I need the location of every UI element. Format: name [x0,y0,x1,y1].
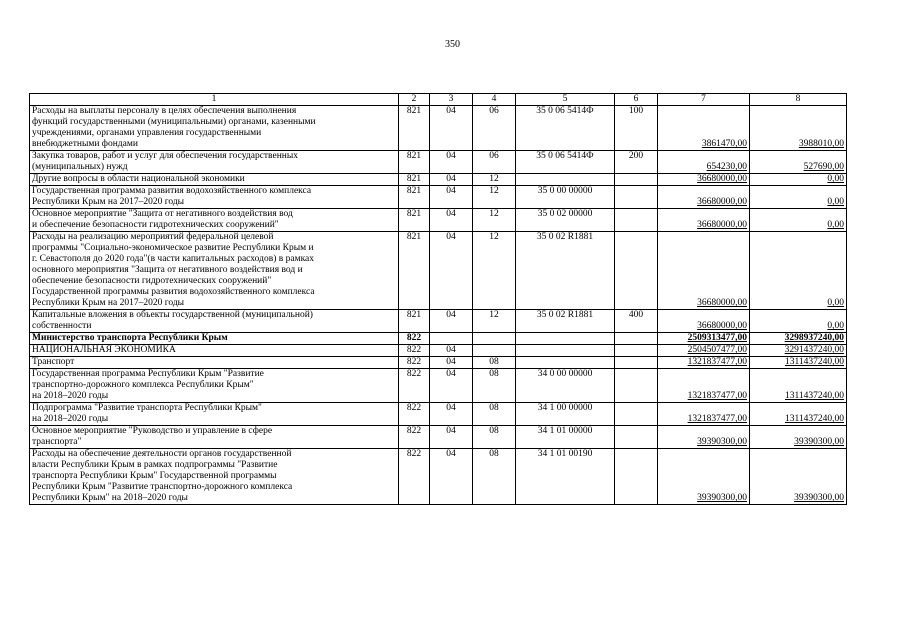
sum-year1-cell: 2504507477,00 [658,345,750,357]
expense-type-cell: 100 [615,106,658,151]
subsection-code-cell: 12 [473,209,516,232]
sum-year1-cell: 1321837477,00 [658,369,750,403]
admin-code-cell: 822 [399,403,430,426]
subsection-code-cell: 06 [473,151,516,174]
sum-year1-cell: 1321837477,00 [658,357,750,369]
table-row [30,174,847,186]
table-row [30,106,847,151]
sum-year2-cell: 527690,00 [750,151,847,174]
sum-year2-cell: 3298937240,00 [750,333,847,345]
section-code-cell: 04 [430,209,473,232]
sum-year2-cell: 1311437240,00 [750,369,847,403]
sum-year1-cell: 36680000,00 [658,174,750,186]
expense-type-cell [615,449,658,505]
expense-type-cell [615,357,658,369]
admin-code-cell: 821 [399,310,430,333]
section-code-cell: 04 [430,345,473,357]
subsection-code-cell: 12 [473,232,516,310]
row-name-cell: Основное мероприятие "Защита от негативного воздействия вод и обеспечение безопасности гидротехнических сооружений" [30,209,399,232]
subsection-code-cell: 12 [473,310,516,333]
expense-type-cell [615,369,658,403]
admin-code-cell: 821 [399,186,430,209]
table-row [30,345,847,357]
row-name-cell: Министерство транспорта Республики Крым [30,333,399,345]
sum-year2-cell: 39390300,00 [750,426,847,449]
row-name-cell: Подпрограмма "Развитие транспорта Республики Крым" на 2018–2020 годы [30,403,399,426]
subsection-code-cell: 06 [473,106,516,151]
subsection-code-cell: 08 [473,369,516,403]
sum-year2-cell: 0,00 [750,310,847,333]
subsection-code-cell: 08 [473,403,516,426]
target-article-cell: 35 0 02 00000 [516,209,615,232]
section-code-cell: 04 [430,403,473,426]
target-article-cell: 35 0 00 00000 [516,186,615,209]
header-cell: 1 [30,94,399,106]
section-code-cell: 04 [430,310,473,333]
section-code-cell: 04 [430,232,473,310]
section-code-cell: 04 [430,449,473,505]
table-row [30,369,847,403]
sum-year1-cell: 36680000,00 [658,209,750,232]
table-header-row [30,94,847,106]
admin-code-cell: 822 [399,333,430,345]
table-row [30,186,847,209]
sum-year1-cell: 2509313477,00 [658,333,750,345]
table-row [30,449,847,505]
target-article-cell: 35 0 02 R1881 [516,310,615,333]
row-name-cell: Капитальные вложения в объекты государственной (муниципальной) собственности [30,310,399,333]
subsection-code-cell: 12 [473,186,516,209]
header-cell: 7 [658,94,750,106]
subsection-code-cell [473,333,516,345]
admin-code-cell: 821 [399,174,430,186]
expense-type-cell [615,174,658,186]
target-article-cell [516,357,615,369]
table-row [30,232,847,310]
header-cell: 3 [430,94,473,106]
subsection-code-cell [473,345,516,357]
sum-year2-cell: 1311437240,00 [750,357,847,369]
admin-code-cell: 822 [399,357,430,369]
admin-code-cell: 822 [399,426,430,449]
table-row [30,209,847,232]
table-body [30,94,847,505]
sum-year2-cell: 0,00 [750,232,847,310]
sum-year1-cell: 36680000,00 [658,232,750,310]
admin-code-cell: 821 [399,151,430,174]
subsection-code-cell: 08 [473,426,516,449]
expense-type-cell: 400 [615,310,658,333]
sum-year1-cell: 36680000,00 [658,186,750,209]
sum-year2-cell: 0,00 [750,174,847,186]
section-code-cell: 04 [430,174,473,186]
sum-year2-cell: 0,00 [750,209,847,232]
row-name-cell: Закупка товаров, работ и услуг для обеспечения государственных (муниципальных) нужд [30,151,399,174]
section-code-cell: 04 [430,369,473,403]
expense-type-cell [615,186,658,209]
header-cell: 8 [750,94,847,106]
expense-type-cell [615,333,658,345]
admin-code-cell: 821 [399,232,430,310]
table-row [30,333,847,345]
sum-year1-cell: 39390300,00 [658,449,750,505]
row-name-cell: НАЦИОНАЛЬНАЯ ЭКОНОМИКА [30,345,399,357]
expense-type-cell [615,209,658,232]
expense-type-cell [615,345,658,357]
row-name-cell: Расходы на реализацию мероприятий федеральной целевой программы "Социально-экономическое развитие Республики Крым и г. Севастополя до 2020 года"(в части капитальных расходов) в рамках основного мероприятия "Защита от негативного воздействия вод и обеспечение безопасности гидротехнических сооружений" Государственной программы развития водохозяйственного комплекса Республики Крым на 2017–2020 годы [30,232,399,310]
sum-year1-cell: 654230,00 [658,151,750,174]
admin-code-cell: 821 [399,209,430,232]
section-code-cell: 04 [430,106,473,151]
target-article-cell [516,333,615,345]
row-name-cell: Расходы на обеспечение деятельности органов государственной власти Республики Крым в рамках подпрограммы "Развитие транспорта Республики Крым" Государственной программы Республики Крым "Развитие транспортно-дорожного комплекса Республики Крым" на 2018–2020 годы [30,449,399,505]
sum-year1-cell: 1321837477,00 [658,403,750,426]
row-name-cell: Основное мероприятие "Руководство и управление в сфере транспорта" [30,426,399,449]
table-row [30,426,847,449]
target-article-cell: 35 0 06 5414Ф [516,106,615,151]
target-article-cell: 34 1 00 00000 [516,403,615,426]
page-number: 350 [445,39,460,50]
row-name-cell: Государственная программа развития водохозяйственного комплекса Республики Крым на 2017–2020 годы [30,186,399,209]
admin-code-cell: 822 [399,449,430,505]
sum-year1-cell: 36680000,00 [658,310,750,333]
row-name-cell: Транспорт [30,357,399,369]
admin-code-cell: 822 [399,369,430,403]
sum-year2-cell: 3291437240,00 [750,345,847,357]
admin-code-cell: 822 [399,345,430,357]
sum-year2-cell: 0,00 [750,186,847,209]
admin-code-cell: 821 [399,106,430,151]
expense-type-cell [615,403,658,426]
row-name-cell: Расходы на выплаты персоналу в целях обеспечения выполнения функций государственными (муниципальными) органами, казенными учреждениями, органами управления государственными внебюджетными фондами [30,106,399,151]
subsection-code-cell: 08 [473,449,516,505]
header-cell: 6 [615,94,658,106]
header-cell: 4 [473,94,516,106]
section-code-cell: 04 [430,186,473,209]
table-row [30,310,847,333]
section-code-cell: 04 [430,151,473,174]
section-code-cell [430,333,473,345]
target-article-cell: 34 0 00 00000 [516,369,615,403]
budget-table [29,93,847,505]
sum-year1-cell: 3861470,00 [658,106,750,151]
target-article-cell [516,174,615,186]
subsection-code-cell: 08 [473,357,516,369]
row-name-cell: Государственная программа Республики Крым "Развитие транспортно-дорожного комплекса Республики Крым" на 2018–2020 годы [30,369,399,403]
sum-year2-cell: 39390300,00 [750,449,847,505]
expense-type-cell: 200 [615,151,658,174]
target-article-cell [516,345,615,357]
table-row [30,151,847,174]
table-row [30,357,847,369]
expense-type-cell [615,426,658,449]
target-article-cell: 35 0 06 5414Ф [516,151,615,174]
target-article-cell: 35 0 02 R1881 [516,232,615,310]
sum-year2-cell: 3988010,00 [750,106,847,151]
section-code-cell: 04 [430,426,473,449]
header-cell: 5 [516,94,615,106]
row-name-cell: Другие вопросы в области национальной экономики [30,174,399,186]
table-row [30,403,847,426]
expense-type-cell [615,232,658,310]
header-cell: 2 [399,94,430,106]
sum-year1-cell: 39390300,00 [658,426,750,449]
subsection-code-cell: 12 [473,174,516,186]
target-article-cell: 34 1 01 00000 [516,426,615,449]
section-code-cell: 04 [430,357,473,369]
sum-year2-cell: 1311437240,00 [750,403,847,426]
target-article-cell: 34 1 01 00190 [516,449,615,505]
